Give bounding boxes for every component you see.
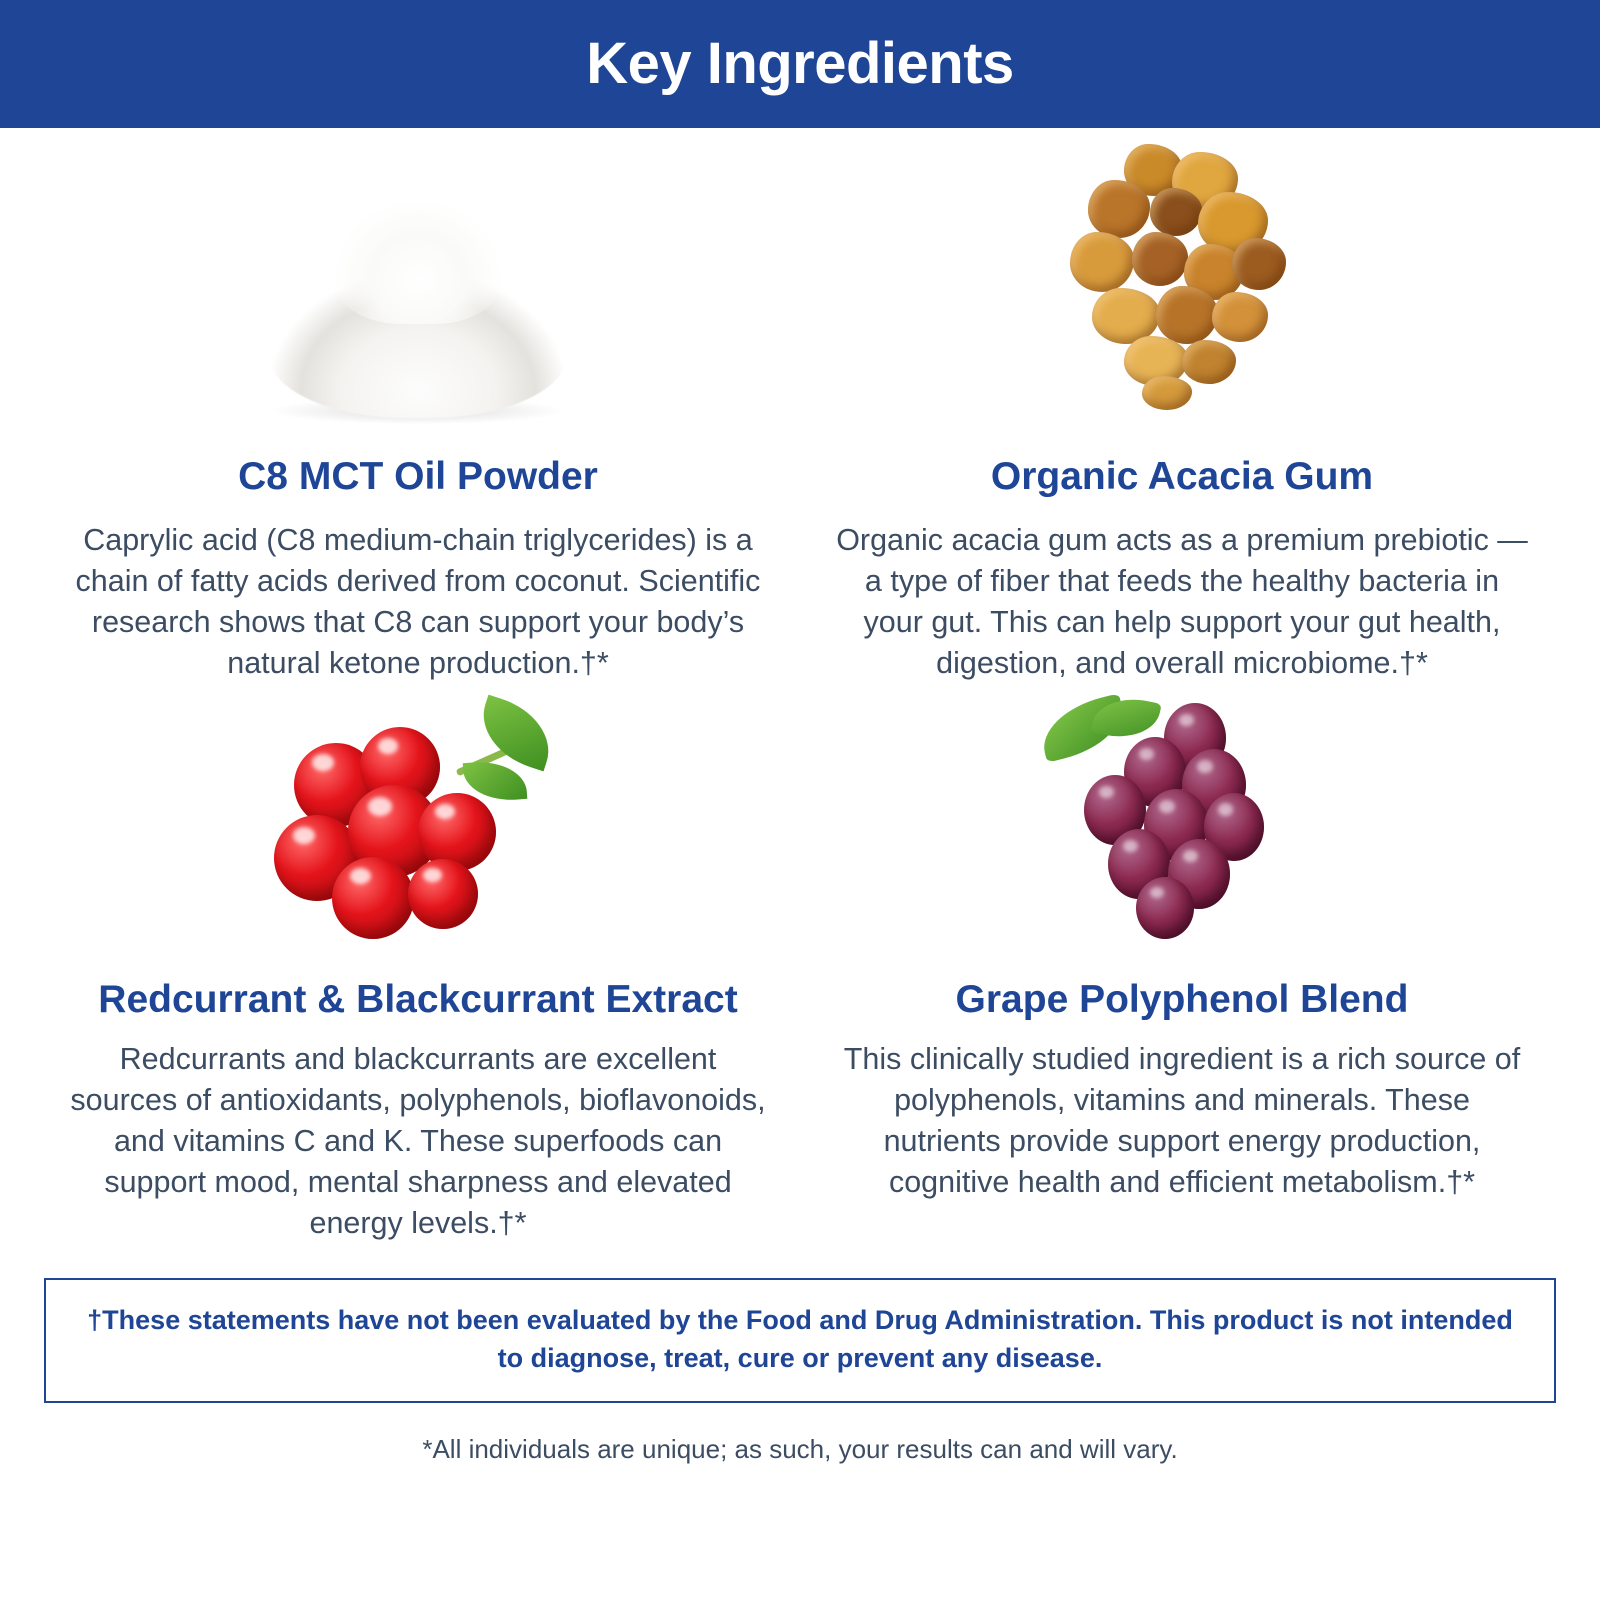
fda-disclaimer-box (44, 1278, 1556, 1403)
ingredient-description: Organic acacia gum acts as a premium prebiotic — a type of fiber that feeds the healthy bacteria in your gut. This can help support your gut health, digestion, and overall microbiome.†* (836, 522, 1528, 681)
ingredients-grid-row-1 (0, 128, 1600, 685)
redcurrant-berries-icon (268, 697, 568, 947)
ingredient-card-grape-polyphenol-blend (800, 685, 1564, 1245)
ingredient-description: This clinically studied ingredient is a rich source of polyphenols, vitamins and minerals. These nutrients provide support energy production, cognitive health and efficient metabolism.†* (843, 1041, 1521, 1200)
ingredient-card-c8-mct-oil-powder (36, 128, 800, 685)
page-header (0, 0, 1600, 128)
fda-disclaimer-text: †These statements have not been evaluated by the Food and Drug Administration. This product is not intended to diagnose, treat, cure or prevent any disease. (87, 1305, 1513, 1373)
redcurrant-blackcurrant-image (66, 703, 770, 953)
ingredient-card-redcurrant-blackcurrant-extract (36, 685, 800, 1245)
ingredient-title: C8 MCT Oil Powder (238, 455, 598, 498)
powder-heap-icon (253, 160, 583, 430)
grape-bunch-icon (1032, 697, 1332, 947)
ingredient-title: Grape Polyphenol Blend (955, 977, 1409, 1021)
ingredient-card-organic-acacia-gum (800, 128, 1564, 685)
ingredient-title: Redcurrant & Blackcurrant Extract (98, 977, 738, 1021)
acacia-gum-image (830, 146, 1534, 436)
results-vary-footnote: *All individuals are unique; as such, your results can and will vary. (422, 1433, 1178, 1464)
ingredient-description: Caprylic acid (C8 medium-chain triglycerides) is a chain of fatty acids derived from coconut. Scientific research shows that C8 can support your body’s natural ketone production.†* (75, 522, 761, 681)
mct-oil-powder-image (66, 146, 770, 436)
page-title: Key Ingredients (586, 31, 1014, 96)
grape-polyphenol-image (830, 703, 1534, 953)
ingredient-description: Redcurrants and blackcurrants are excellent sources of antioxidants, polyphenols, bioflavonoids, and vitamins C and K. These superfoods can support mood, mental sharpness and elevated energy levels.†* (70, 1041, 766, 1241)
ingredient-title: Organic Acacia Gum (990, 455, 1374, 498)
ingredients-grid-row-2 (0, 685, 1600, 1245)
acacia-resin-nuggets-icon (1032, 140, 1332, 430)
